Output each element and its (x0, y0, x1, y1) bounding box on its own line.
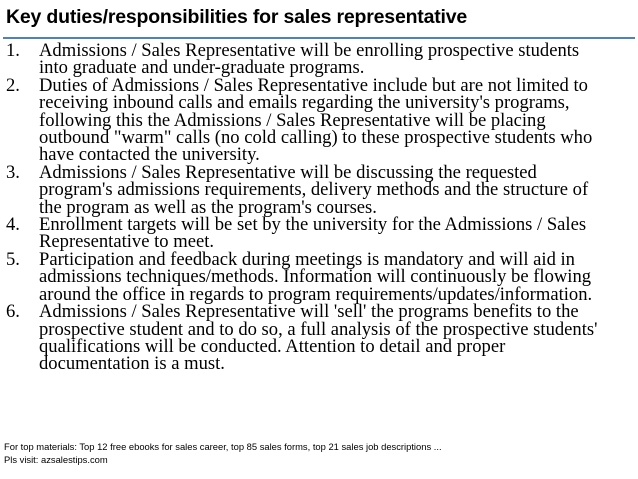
item-line: outbound "warm" calls (no cold calling) to these prospective students who (39, 127, 593, 149)
title-underline (3, 37, 635, 39)
item-line: into graduate and under-graduate programs. (39, 57, 365, 79)
item-line: receiving inbound calls and emails regarding the university's programs, (39, 92, 570, 114)
item-line: documentation is a must. (39, 353, 225, 375)
item-number: 2. (6, 74, 20, 96)
footer-materials-text: For top materials: Top 12 free ebooks for sales career, top 85 sales forms, top 21 sales job descriptions ... (4, 441, 442, 452)
list-item (0, 303, 638, 373)
item-line: program's admissions requirements, delivery methods and the structure of (39, 179, 589, 201)
item-line: around the office in regards to program requirements/updates/information. (39, 283, 593, 305)
item-line: Admissions / Sales Representative will be enrolling prospective students (39, 40, 580, 61)
item-line: the program as well as the program's courses. (39, 196, 377, 218)
item-line: prospective student and to do so, a full analysis of the prospective students' (39, 318, 598, 340)
item-line: admissions techniques/methods. Information will continuously be flowing (39, 266, 592, 288)
item-number: 5. (6, 248, 20, 270)
item-number: 4. (6, 214, 20, 236)
duties-list (0, 42, 638, 373)
list-item (0, 216, 638, 251)
item-line: following this the Admissions / Sales Representative will be placing (39, 109, 546, 131)
item-line: Admissions / Sales Representative will be discussing the requested (39, 161, 537, 183)
item-line: Enrollment targets will be set by the university for the Admissions / Sales (39, 214, 587, 236)
footer-visit-text: Pls visit: azsalestips.com (4, 453, 108, 465)
list-item (0, 74, 638, 166)
item-line: have contacted the university. (39, 144, 260, 166)
list-item (0, 248, 638, 305)
item-number: 3. (6, 161, 20, 183)
item-line: Representative to meet. (39, 231, 215, 253)
item-line: Admissions / Sales Representative will 'sell' the programs benefits to the (39, 301, 579, 323)
item-number: 1. (6, 40, 20, 61)
list-item (0, 161, 638, 218)
footer (4, 441, 442, 466)
item-line: qualifications will be conducted. Attention to detail and proper (39, 335, 506, 357)
item-line: Duties of Admissions / Sales Representative include but are not limited to (39, 74, 588, 96)
page-title: Key duties/responsibilities for sales representative (6, 6, 468, 28)
item-line: Participation and feedback during meetings is mandatory and will aid in (39, 248, 575, 270)
item-number: 6. (6, 301, 20, 323)
list-item (0, 42, 638, 77)
